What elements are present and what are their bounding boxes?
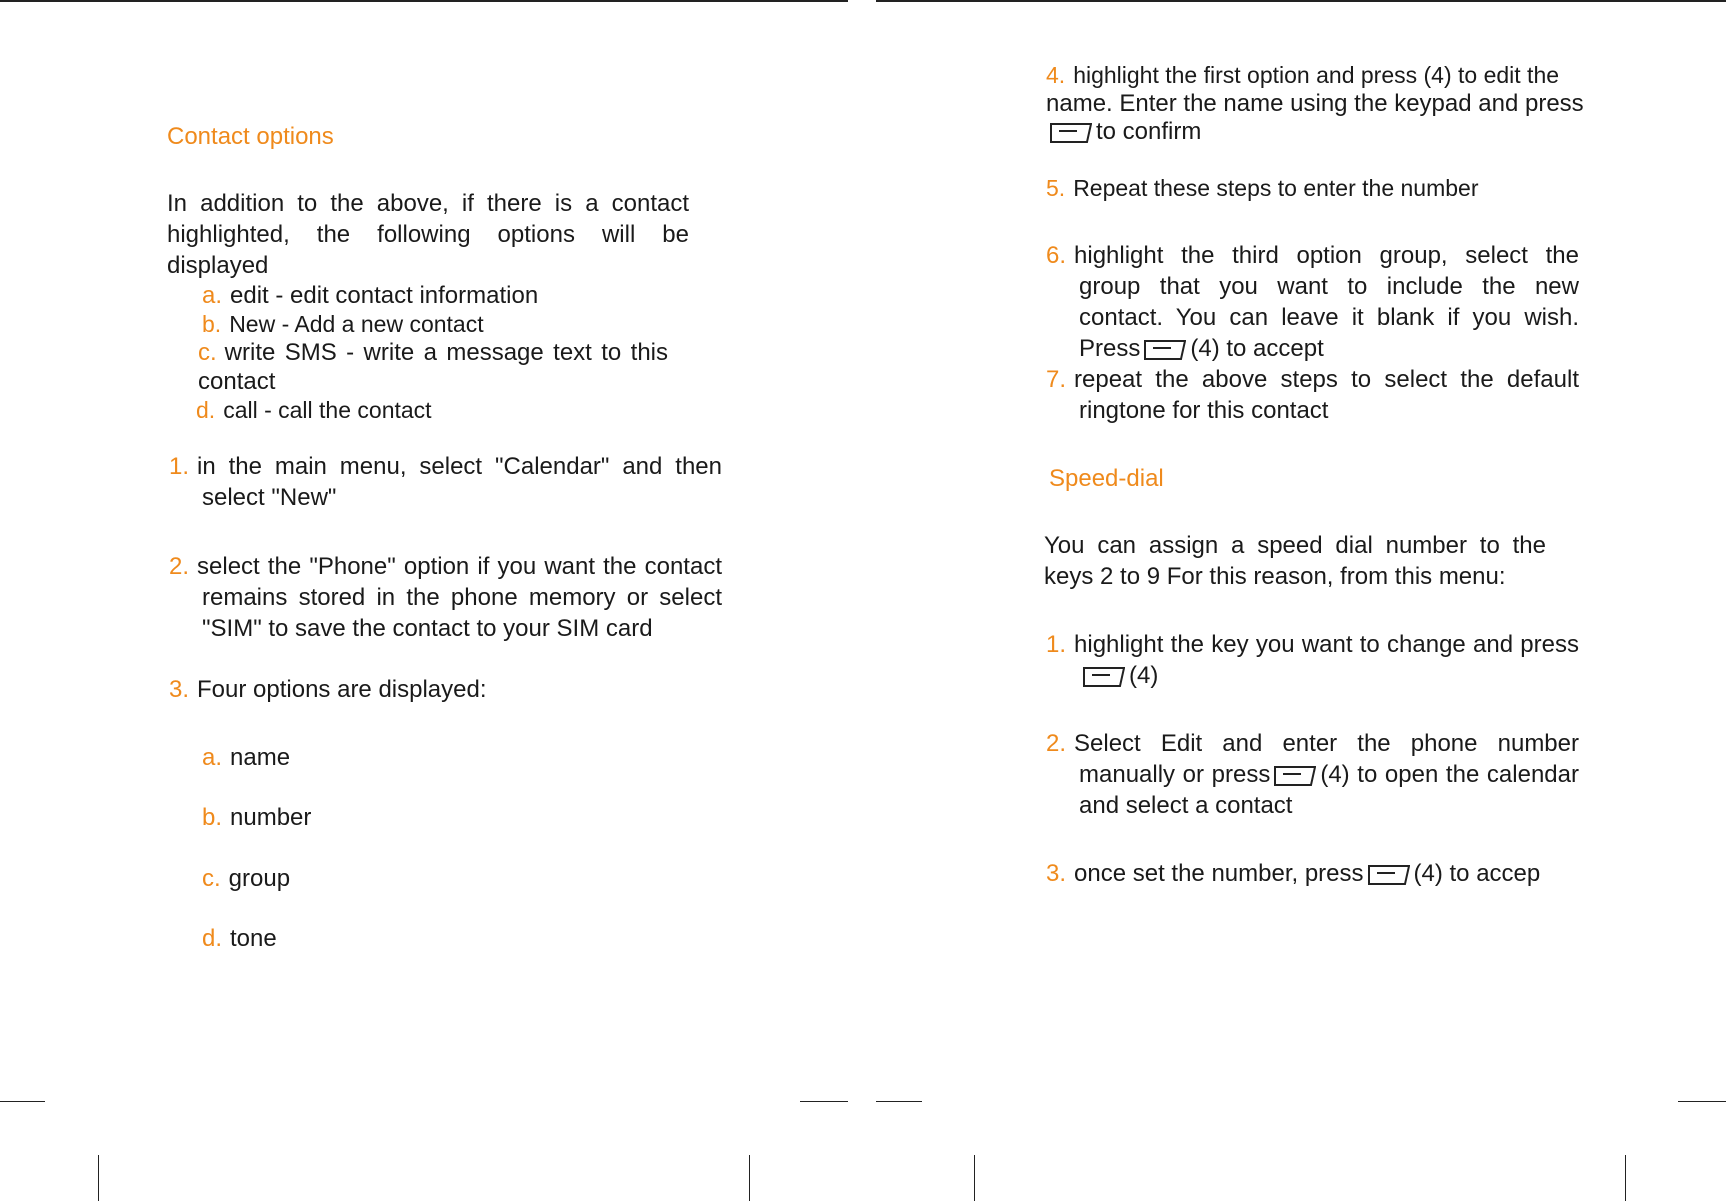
option-item: d. call - call the contact [196, 397, 432, 423]
field-item: b. number [202, 804, 312, 831]
crop-mark [0, 1101, 45, 1102]
left-page [0, 0, 850, 1201]
speed-dial-intro: You can assign a speed dial number to the keys 2 to 9 For this reason, from this menu: [1044, 532, 1546, 590]
softkey-icon [1144, 340, 1186, 360]
step-item-line: name. Enter the name using the keypad and press [1046, 90, 1584, 117]
softkey-icon [1083, 667, 1125, 687]
crop-mark [749, 1155, 750, 1201]
crop-mark [1625, 1155, 1626, 1201]
top-rule [0, 0, 848, 2]
speed-step-item: 1. highlight the key you want to change and press(4) [1046, 631, 1579, 689]
crop-mark [800, 1101, 848, 1102]
step-item: 6. highlight the third option group, select the group that you want to include the new contact. You can leave it blank if you wish. Press (4) to accept [1046, 242, 1579, 362]
speed-step-item: 3. once set the number, press (4) to accep [1046, 860, 1541, 887]
option-item: b. New - Add a new contact [202, 311, 484, 337]
top-rule [876, 0, 1726, 2]
option-item: a. edit - edit contact information [202, 282, 539, 309]
step-item: 1. in the main menu, select "Calendar" and then select "New" [169, 453, 722, 511]
step-item: 3. Four options are displayed: [169, 676, 487, 703]
speed-dial-heading: Speed-dial [1049, 465, 1164, 492]
step-item: 2. select the "Phone" option if you want the contact remains stored in the phone memory or select "SIM" to save the contact to your SIM card [169, 553, 722, 642]
softkey-icon [1050, 123, 1092, 143]
softkey-icon [1274, 766, 1316, 786]
step-item: 4. highlight the first option and press (4) to edit the [1046, 62, 1560, 88]
field-item: a. name [202, 744, 291, 771]
crop-mark [1678, 1101, 1726, 1102]
field-item: d. tone [202, 925, 277, 952]
speed-step-item: 2. Select Edit and enter the phone number manually or press (4) to open the calendar and select a contact [1046, 730, 1579, 819]
crop-mark [974, 1155, 975, 1201]
option-item: c. write SMS - write a message text to this contact [198, 339, 668, 395]
crop-mark [876, 1101, 922, 1102]
step-item: 5. Repeat these steps to enter the number [1046, 175, 1479, 201]
contact-options-heading: Contact options [167, 123, 334, 150]
field-item: c. group [202, 865, 291, 892]
crop-mark [98, 1155, 99, 1201]
right-page [876, 0, 1726, 1201]
step-item-line: to confirm [1046, 116, 1201, 147]
step-item: 7. repeat the above steps to select the default ringtone for this contact [1046, 366, 1579, 424]
softkey-icon [1368, 865, 1410, 885]
contact-options-intro: In addition to the above, if there is a contact highlighted, the following options will be displayed [167, 190, 689, 279]
